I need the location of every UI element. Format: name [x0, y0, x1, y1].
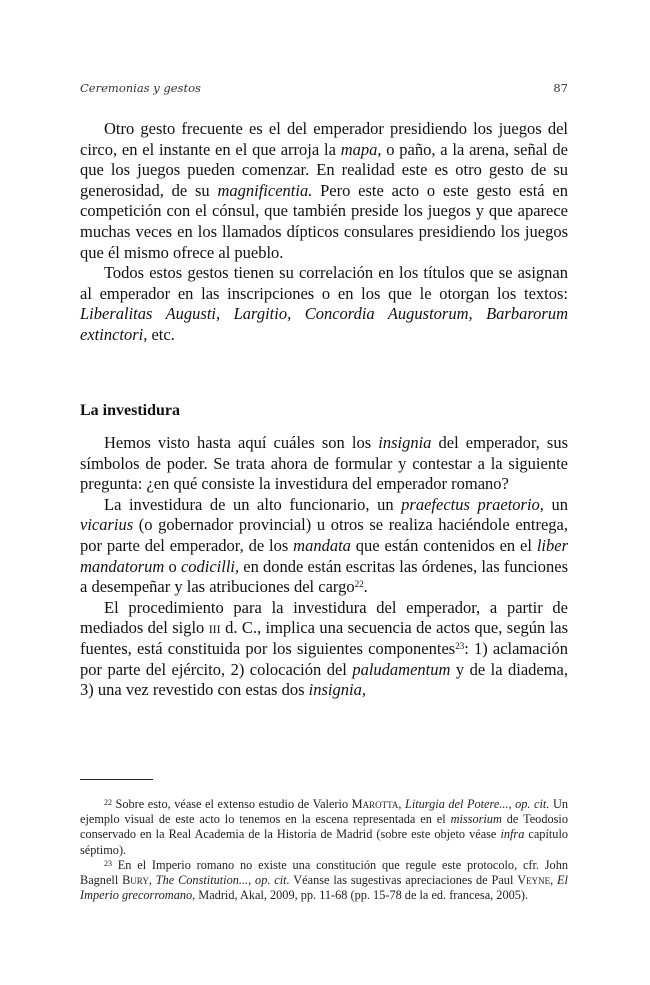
paragraph-1: Otro gesto frecuente es el del emperador presidiendo los juegos del circo, en el instante en el que arroja la mapa, o paño, a la arena, señal de que los juegos pueden comenzar. En realidad este es otro gesto de su generosidad, de su magnificentia. Pero este acto o este gesto está en competición con el cónsul, que también preside los juegos y que aparece muchas veces en los llamados dípticos consulares presidiendo los juegos que él mismo ofrece al pueblo. — [80, 119, 568, 262]
footnote-ref-22: 22 — [354, 579, 364, 590]
footnote-separator — [80, 779, 153, 780]
footnote-22: $^{22}$ Sobre esto, véase el extenso estudio de Valerio Marotta, Liturgia del Potere..., op. cit. Un ejemplo visual de este acto lo tenemos en la escena representada en el missorium de Teodosio conservado en la Real Academia de la Historia de Madrid (sobre este objeto véase infra capítulo séptimo). — [80, 797, 569, 857]
main-text-block-1 — [80, 119, 568, 346]
paragraph-3: Hemos visto hasta aquí cuáles son los insignia del emperador, sus símbolos de poder. Se trata ahora de formular y contestar a la siguiente pregunta: ¿en qué consiste la investidura del emperador romano? — [80, 433, 568, 494]
main-text-block-2 — [80, 433, 568, 701]
footnote-23: $^{23}$ En el Imperio romano no existe una constitución que regule este protocolo, cfr. John Bagnell Bury, The Constitution..., op. cit. Véanse las sugestivas apreciaciones de Paul Veyne, El Imperio grecorromano, Madrid, Akal, 2009, pp. 11-68 (pp. 15-78 de la ed. francesa, 2005). — [80, 857, 569, 903]
running-header — [80, 81, 568, 97]
paragraph-4: La investidura de un alto funcionario, un praefectus praetorio, un vicarius (o gobernador provincial) u otros se realiza haciéndole entrega, por parte del emperador, de los mandata que están contenidos en el liber mandatorum o codicilli, en donde están escritas las órdenes, las funciones a desempeñar y las atribuciones del cargo$^{22}$. — [80, 494, 569, 597]
page-number: 87 — [553, 81, 568, 95]
footnote-ref-23: 23 — [455, 640, 465, 651]
paragraph-5: El procedimiento para la investidura del emperador, a partir de mediados del siglo iii d. C., implica una secuencia de actos que, según las fuentes, está constituida por los siguientes componentes$^{23}$: 1) aclamación por parte del ejército, 2) colocación del paludamentum y de la diadema, 3) una vez revestido con estas dos insignia, — [80, 597, 568, 700]
section-heading: La investidura — [80, 402, 181, 419]
footnotes — [80, 797, 568, 903]
paragraph-2: Todos estos gestos tienen su correlación en los títulos que se asignan al emperador en las inscripciones o en los que le otorgan los textos: Liberalitas Augusti, Largitio, Concordia Augustorum, Barbarorum extinctori, etc. — [80, 263, 568, 344]
chapter-title: Ceremonias y gestos — [80, 81, 201, 95]
